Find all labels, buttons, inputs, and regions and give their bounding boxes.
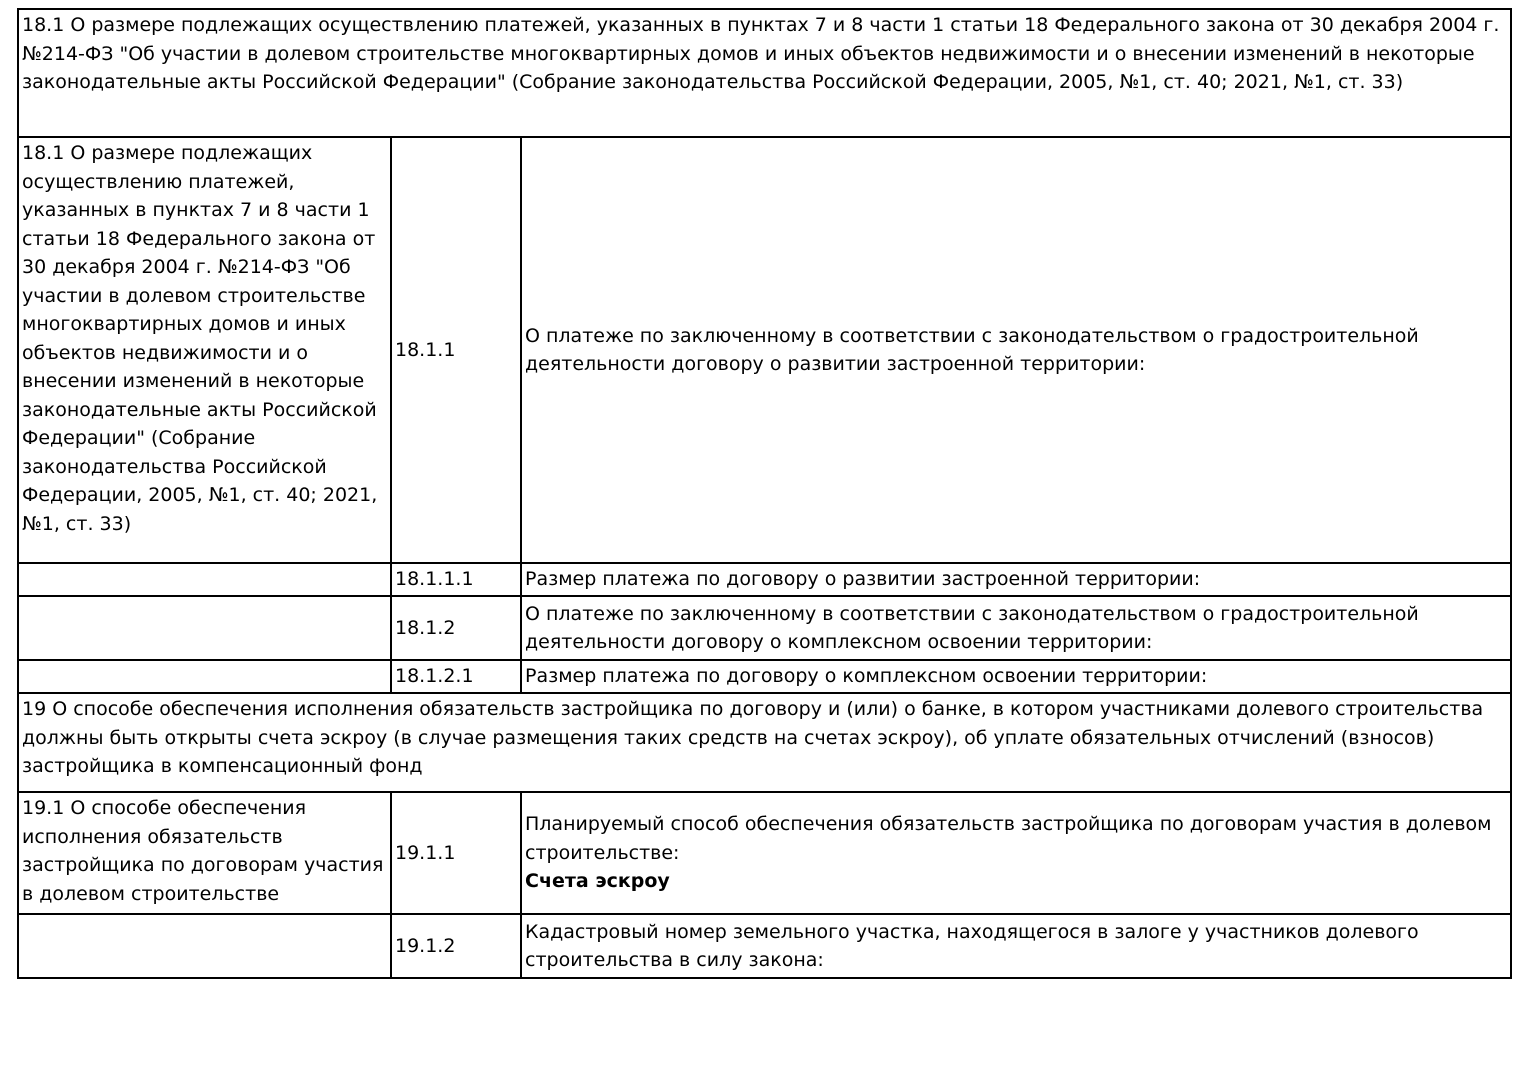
section-heading-18-1: 18.1 О размере подлежащих осуществлению платежей, указанных в пунктах 7 и 8 части 1 статьи 18 Федерального закона от 30 декабря 2004 г. №214-ФЗ "Об участии в долевом строительстве многоквартирных домов и иных объектов недвижимости и о внесении изменений в некоторые законодательные акты Российской Федерации" (Собрание законодательства Российской Федерации, 2005, №1, ст. 40; 2021, №1, ст. 33) xyxy=(18,9,1511,137)
item-row-18-1-1-1 xyxy=(18,563,1511,596)
item-row-19-1-2 xyxy=(18,914,1511,978)
item-left-cell xyxy=(18,596,391,660)
section-row-19 xyxy=(18,693,1511,792)
item-left-cell: 19.1 О способе обеспечения исполнения обязательств застройщика по договорам участия в долевом строительстве xyxy=(18,792,391,914)
item-left-cell xyxy=(18,563,391,596)
item-desc-cell xyxy=(521,792,1511,914)
section-row-18-1 xyxy=(18,9,1511,137)
item-row-18-1-2 xyxy=(18,596,1511,660)
item-left-cell: 18.1 О размере подлежащих осуществлению платежей, указанных в пунктах 7 и 8 части 1 статьи 18 Федерального закона от 30 декабря 2004 г. №214-ФЗ "Об участии в долевом строительстве многоквартирных домов и иных объектов недвижимости и о внесении изменений в некоторые законодательные акты Российской Федерации" (Собрание законодательства Российской Федерации, 2005, №1, ст. 40; 2021, №1, ст. 33) xyxy=(18,137,391,563)
item-code-cell: 18.1.1.1 xyxy=(391,563,521,596)
item-code-cell: 18.1.1 xyxy=(391,137,521,563)
item-value-text: Счета эскроу xyxy=(525,870,670,893)
item-desc-cell: О платеже по заключенному в соответствии с законодательством о градостроительной деятельности договору о комплексном освоении территории: xyxy=(521,596,1511,660)
section-heading-19: 19 О способе обеспечения исполнения обязательств застройщика по договору и (или) о банке, в котором участниками долевого строительства должны быть открыты счета эскроу (в случае размещения таких средств на счетах эскроу), об уплате обязательных отчислений (взносов) застройщика в компенсационный фонд xyxy=(18,693,1511,792)
item-desc-cell: Размер платежа по договору о развитии застроенной территории: xyxy=(521,563,1511,596)
item-desc-text: Планируемый способ обеспечения обязательств застройщика по договорам участия в долевом строительстве: xyxy=(525,813,1492,864)
item-code-cell: 19.1.2 xyxy=(391,914,521,978)
item-row-19-1-1 xyxy=(18,792,1511,914)
item-code-cell: 18.1.2.1 xyxy=(391,660,521,693)
item-desc-cell: Кадастровый номер земельного участка, находящегося в залоге у участников долевого строительства в силу закона: xyxy=(521,914,1511,978)
item-left-cell xyxy=(18,660,391,693)
item-desc-cell: Размер платежа по договору о комплексном освоении территории: xyxy=(521,660,1511,693)
item-desc-cell: О платеже по заключенному в соответствии с законодательством о градостроительной деятельности договору о развитии застроенной территории: xyxy=(521,137,1511,563)
item-code-cell: 18.1.2 xyxy=(391,596,521,660)
item-left-cell xyxy=(18,914,391,978)
item-row-18-1-2-1 xyxy=(18,660,1511,693)
declaration-table xyxy=(17,8,1512,979)
item-code-cell: 19.1.1 xyxy=(391,792,521,914)
item-row-18-1-1 xyxy=(18,137,1511,563)
